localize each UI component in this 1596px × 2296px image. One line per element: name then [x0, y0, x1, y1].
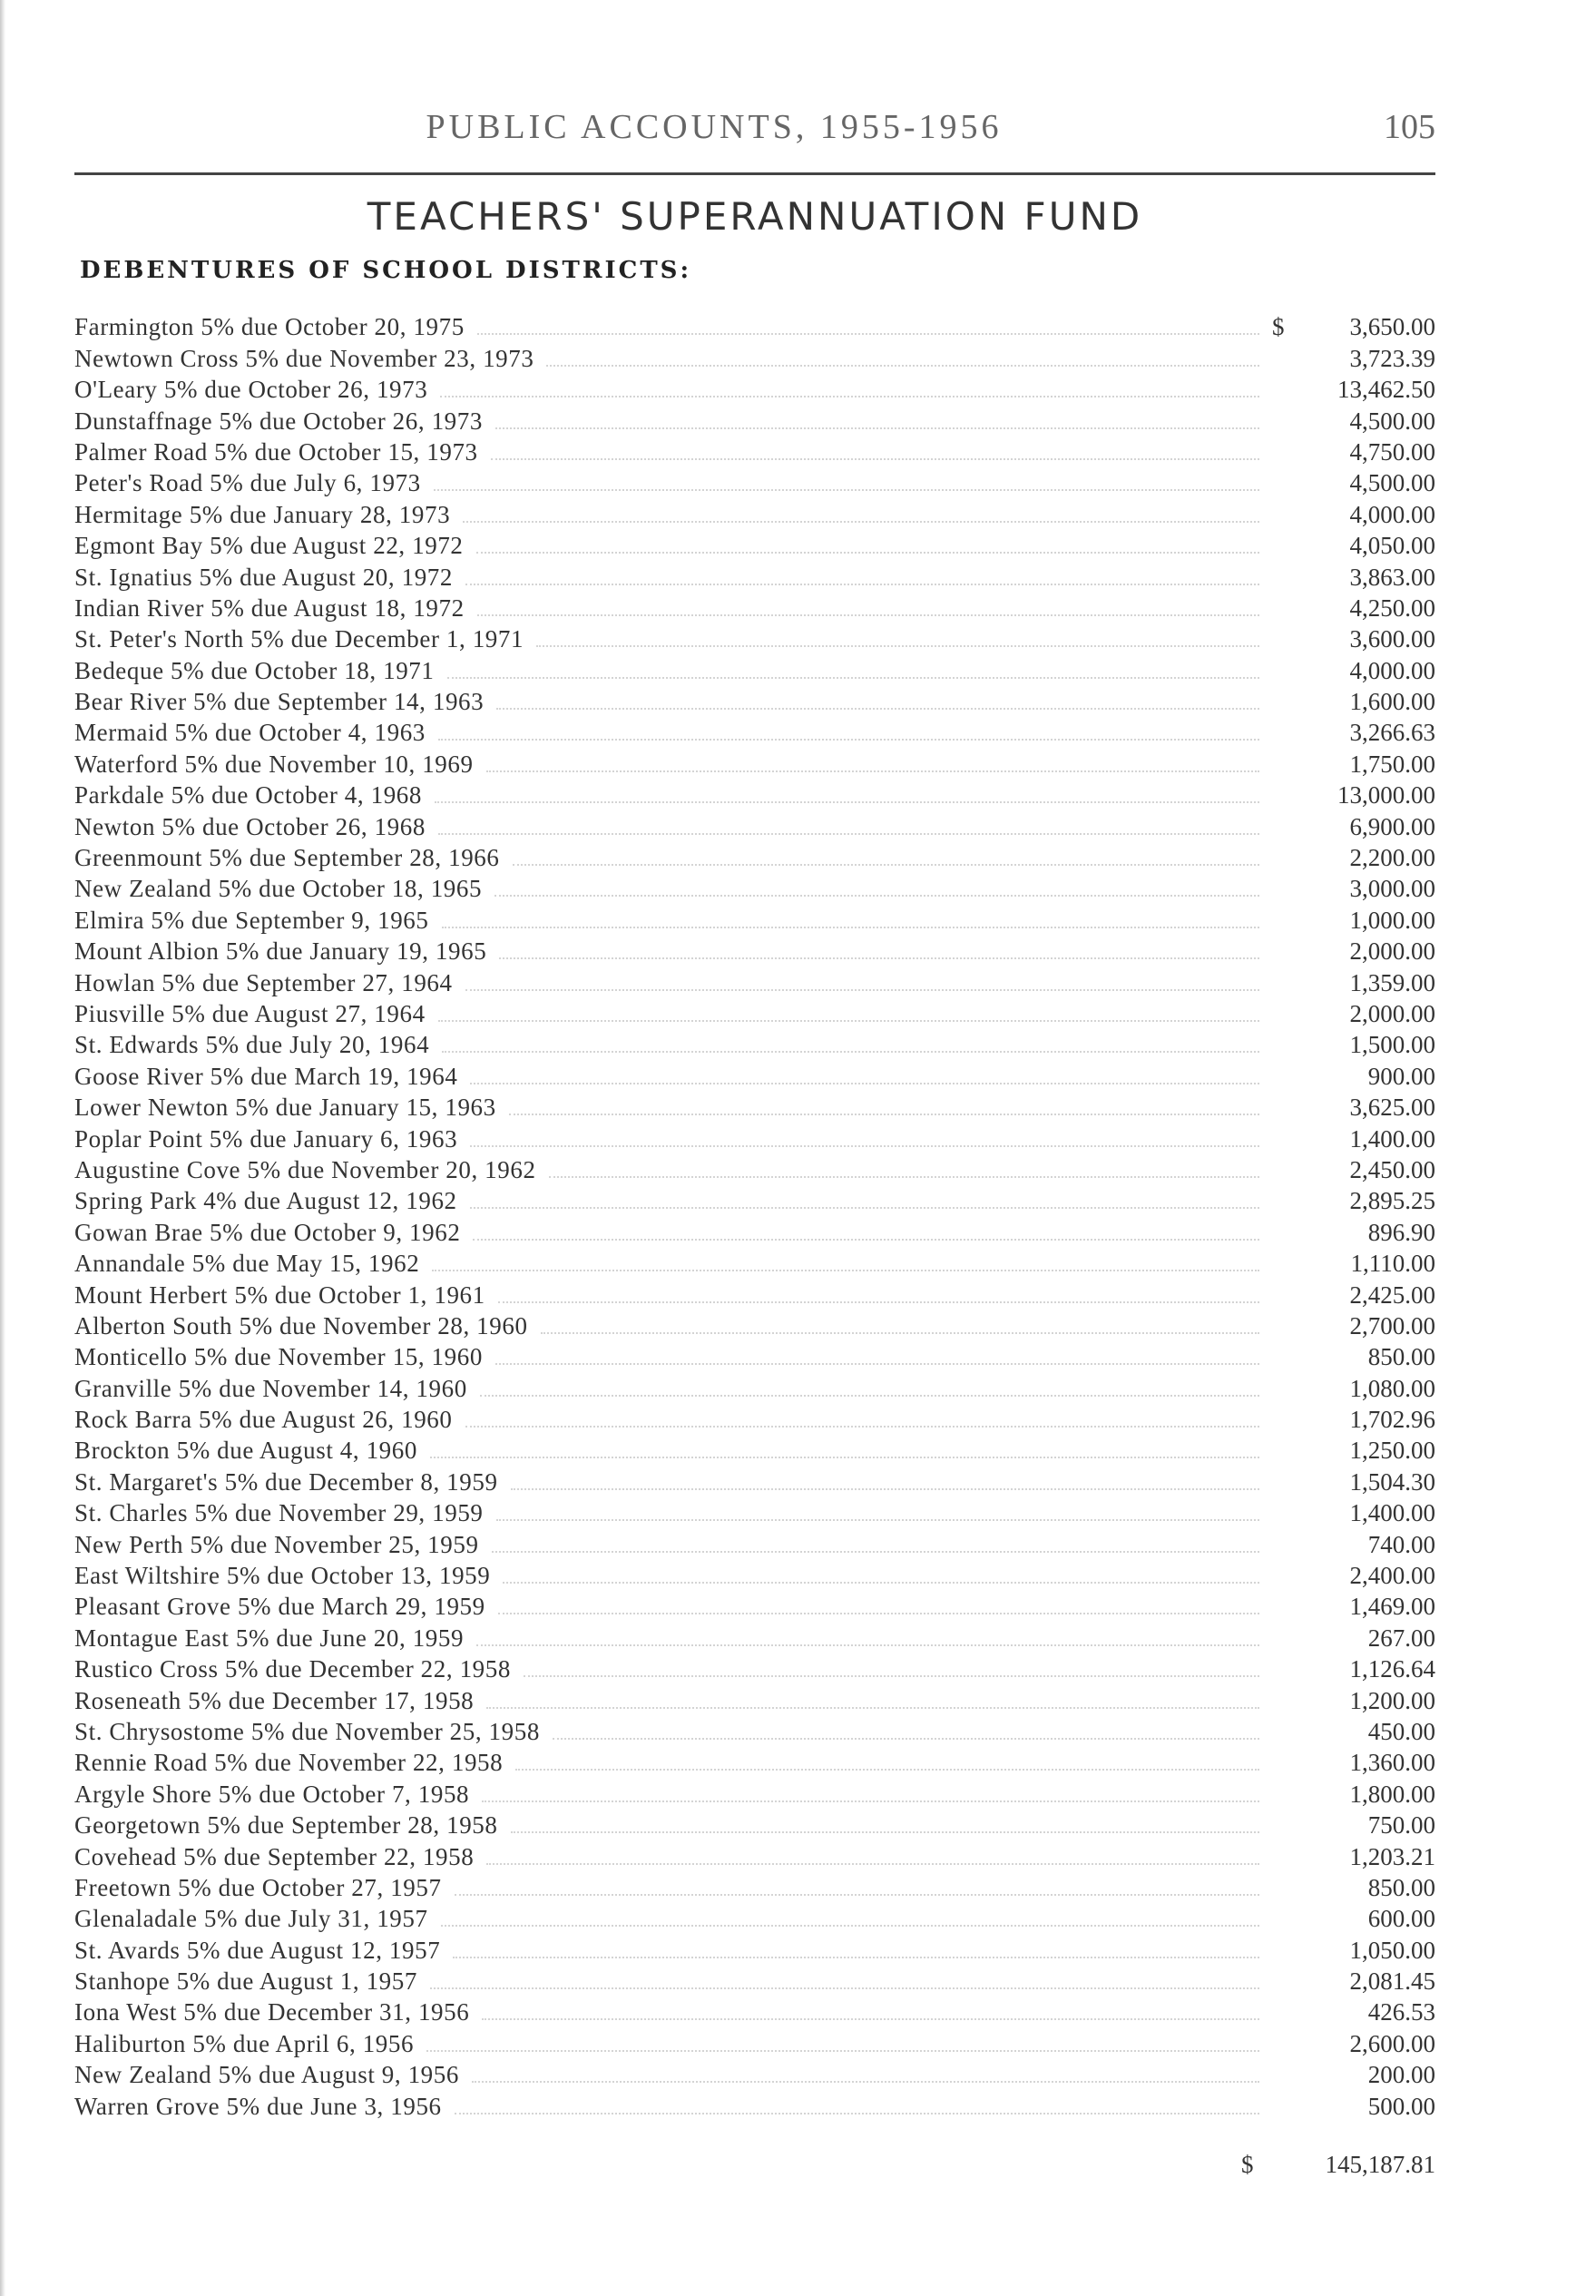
dot-leader: [442, 1050, 1259, 1053]
list-item: [74, 1840, 1435, 1870]
entry-description: Freetown 5% due October 27, 1957: [74, 1873, 442, 1901]
entry-description: Mount Herbert 5% due October 1, 1961: [74, 1280, 485, 1309]
list-item: [74, 747, 1435, 778]
list-item: [74, 653, 1435, 684]
entry-description: Alberton South 5% due November 28, 1960: [74, 1311, 528, 1339]
entry-amount: 4,500.00: [1349, 407, 1435, 435]
list-item: [74, 1091, 1435, 1122]
entry-amount: 2,000.00: [1349, 937, 1435, 966]
entry-amount: 1,800.00: [1349, 1780, 1435, 1808]
list-item: [74, 404, 1435, 435]
list-item: [74, 1621, 1435, 1652]
list-item: [74, 1340, 1435, 1371]
list-item: [74, 1215, 1435, 1246]
list-item: [74, 1809, 1435, 1840]
entry-description: East Wiltshire 5% due October 13, 1959: [74, 1562, 491, 1590]
dot-leader: [455, 1893, 1259, 1896]
entry-description: Stanhope 5% due August 1, 1957: [74, 1967, 417, 1996]
entry-amount: 1,500.00: [1349, 1031, 1435, 1059]
entry-amount: 3,600.00: [1349, 625, 1435, 653]
dot-leader: [491, 457, 1259, 460]
list-item: [74, 341, 1435, 372]
entry-amount: 600.00: [1367, 1905, 1435, 1933]
entry-amount: 267.00: [1367, 1624, 1435, 1652]
list-item: [74, 1153, 1435, 1184]
entry-amount: 4,250.00: [1349, 594, 1435, 622]
list-item: [74, 1683, 1435, 1714]
entry-amount: 3,625.00: [1349, 1094, 1435, 1122]
entry-amount: 2,000.00: [1349, 999, 1435, 1027]
total-currency-symbol: $: [1241, 2151, 1254, 2178]
dot-leader: [486, 1862, 1259, 1865]
entry-amount: 3,000.00: [1349, 875, 1435, 903]
dot-leader: [494, 894, 1259, 897]
dot-leader: [513, 863, 1260, 866]
entry-description: St. Margaret's 5% due December 8, 1959: [74, 1467, 498, 1496]
debenture-list: [74, 310, 1435, 2121]
dot-leader: [430, 1987, 1259, 1989]
list-item: [74, 1527, 1435, 1558]
dot-leader: [509, 1113, 1259, 1115]
list-item: [74, 560, 1435, 591]
entry-description: Granville 5% due November 14, 1960: [74, 1374, 467, 1402]
entry-amount: 1,203.21: [1349, 1842, 1435, 1870]
entry-amount: 1,600.00: [1349, 688, 1435, 716]
dot-leader: [477, 613, 1259, 616]
entry-description: Howlan 5% due September 27, 1964: [74, 968, 453, 996]
list-item: [74, 466, 1435, 497]
list-item: [74, 1965, 1435, 1996]
entry-amount: 3,266.63: [1349, 719, 1435, 747]
list-item: [74, 779, 1435, 809]
entry-amount: 1,080.00: [1349, 1374, 1435, 1402]
list-item: [74, 1403, 1435, 1434]
entry-amount: 3,723.39: [1349, 344, 1435, 372]
list-item: [74, 436, 1435, 466]
dot-leader: [426, 2049, 1259, 2052]
entry-amount: 1,702.96: [1349, 1406, 1435, 1434]
dot-leader: [442, 926, 1259, 928]
entry-amount: 1,400.00: [1349, 1499, 1435, 1527]
dot-leader: [465, 988, 1259, 991]
entry-description: Pleasant Grove 5% due March 29, 1959: [74, 1593, 485, 1621]
dot-leader: [438, 738, 1259, 741]
dot-leader: [438, 832, 1259, 835]
total-amount: 145,187.81: [1325, 2151, 1435, 2178]
dot-leader: [498, 1612, 1259, 1614]
dot-leader: [453, 1956, 1259, 1958]
entry-amount: 1,250.00: [1349, 1437, 1435, 1465]
entry-amount: 1,750.00: [1349, 750, 1435, 778]
dot-leader: [511, 1830, 1259, 1833]
list-item: [74, 1122, 1435, 1153]
list-item: [74, 1028, 1435, 1059]
entry-description: Iona West 5% due December 31, 1956: [74, 1998, 470, 2026]
entry-amount: 4,500.00: [1349, 469, 1435, 497]
entry-amount: 1,504.30: [1349, 1467, 1435, 1496]
list-item: [74, 903, 1435, 934]
dot-leader: [434, 488, 1259, 491]
dot-leader: [470, 1144, 1259, 1147]
entry-amount: 750.00: [1367, 1811, 1435, 1840]
entry-amount: 850.00: [1367, 1873, 1435, 1901]
entry-amount: 4,750.00: [1349, 437, 1435, 466]
grand-total: [1241, 2151, 1435, 2179]
dot-leader: [499, 957, 1259, 959]
list-item: [74, 1653, 1435, 1683]
entry-description: Newton 5% due October 26, 1968: [74, 812, 426, 840]
entry-description: Bear River 5% due September 14, 1963: [74, 688, 485, 716]
list-item: [74, 1996, 1435, 2026]
dot-leader: [553, 1737, 1259, 1740]
entry-description: New Zealand 5% due October 18, 1965: [74, 875, 483, 903]
entry-amount: 500.00: [1367, 2092, 1435, 2120]
dot-leader: [432, 1269, 1259, 1271]
entry-amount: 3,863.00: [1349, 563, 1435, 591]
entry-amount: 2,425.00: [1349, 1280, 1435, 1309]
entry-description: St. Peter's North 5% due December 1, 1971: [74, 625, 524, 653]
dot-leader: [495, 1362, 1259, 1365]
entry-description: Augustine Cove 5% due November 20, 1962: [74, 1155, 536, 1183]
entry-amount: 2,700.00: [1349, 1311, 1435, 1339]
dot-leader: [498, 1300, 1259, 1303]
entry-description: Farmington 5% due October 20, 1975: [74, 313, 465, 341]
entry-amount: 1,050.00: [1349, 1936, 1435, 1964]
entry-description: Poplar Point 5% due January 6, 1963: [74, 1124, 458, 1153]
dot-leader: [486, 770, 1259, 772]
entry-description: Roseneath 5% due December 17, 1958: [74, 1686, 475, 1714]
entry-description: Newtown Cross 5% due November 23, 1973: [74, 344, 534, 372]
entry-description: St. Ignatius 5% due August 20, 1972: [74, 563, 453, 591]
entry-description: Greenmount 5% due September 28, 1966: [74, 844, 500, 872]
entry-description: Hermitage 5% due January 28, 1973: [74, 500, 451, 528]
list-item: [74, 966, 1435, 996]
entry-amount: 2,081.45: [1349, 1967, 1435, 1996]
list-item: [74, 997, 1435, 1028]
entry-amount: 4,000.00: [1349, 656, 1435, 684]
list-item: [74, 623, 1435, 653]
entry-description: Parkdale 5% due October 4, 1968: [74, 781, 422, 809]
entry-description: Montague East 5% due June 20, 1959: [74, 1624, 465, 1652]
entry-description: Rustico Cross 5% due December 22, 1958: [74, 1655, 511, 1683]
entry-description: St. Avards 5% due August 12, 1957: [74, 1936, 441, 1964]
dot-leader: [503, 1581, 1259, 1584]
entry-description: New Perth 5% due November 25, 1959: [74, 1530, 479, 1558]
entry-description: Haliburton 5% due April 6, 1956: [74, 2029, 415, 2057]
list-item: [74, 685, 1435, 716]
entry-description: Covehead 5% due September 22, 1958: [74, 1842, 475, 1870]
list-item: [74, 1184, 1435, 1215]
entry-amount: 1,360.00: [1349, 1749, 1435, 1777]
currency-symbol: $: [1272, 313, 1285, 341]
entry-description: St. Chrysostome 5% due November 25, 1958: [74, 1717, 540, 1745]
entry-description: Elmira 5% due September 9, 1965: [74, 906, 429, 934]
entry-amount: 4,050.00: [1349, 532, 1435, 560]
list-item: [74, 1871, 1435, 1902]
dot-leader: [455, 2112, 1259, 2114]
dot-leader: [476, 1644, 1259, 1646]
entry-description: Egmont Bay 5% due August 22, 1972: [74, 532, 464, 560]
list-item: [74, 935, 1435, 966]
entry-description: Goose River 5% due March 19, 1964: [74, 1062, 458, 1090]
page-title: TEACHERS' SUPERANNUATION FUND: [367, 194, 1143, 239]
dot-leader: [435, 800, 1259, 803]
dot-leader: [465, 583, 1259, 585]
entry-description: Waterford 5% due November 10, 1969: [74, 750, 474, 778]
entry-description: Mount Albion 5% due January 19, 1965: [74, 937, 487, 966]
entry-description: Dunstaffnage 5% due October 26, 1973: [74, 407, 483, 435]
dot-leader: [470, 1206, 1259, 1209]
entry-amount: 3,650.00: [1349, 313, 1435, 341]
dot-leader: [511, 1487, 1259, 1490]
dot-leader: [472, 2080, 1259, 2083]
entry-amount: 13,000.00: [1337, 781, 1435, 809]
entry-amount: 2,400.00: [1349, 1562, 1435, 1590]
list-item: [74, 716, 1435, 747]
entry-amount: 2,895.25: [1349, 1187, 1435, 1215]
list-item: [74, 1496, 1435, 1527]
entry-description: Rock Barra 5% due August 26, 1960: [74, 1406, 453, 1434]
list-item: [74, 2026, 1435, 2057]
dot-leader: [477, 332, 1259, 335]
running-head: PUBLIC ACCOUNTS, 1955-1956: [426, 108, 1003, 146]
dot-leader: [480, 1394, 1259, 1397]
entry-description: Argyle Shore 5% due October 7, 1958: [74, 1780, 470, 1808]
list-item: [74, 1559, 1435, 1590]
list-item: [74, 1310, 1435, 1340]
entry-amount: 740.00: [1367, 1530, 1435, 1558]
entry-amount: 13,462.50: [1337, 376, 1435, 404]
list-item: [74, 1434, 1435, 1465]
list-item: [74, 497, 1435, 528]
dot-leader: [476, 551, 1259, 554]
entry-amount: 1,469.00: [1349, 1593, 1435, 1621]
list-item: [74, 1715, 1435, 1746]
entry-description: Lower Newton 5% due January 15, 1963: [74, 1094, 496, 1122]
list-item: [74, 841, 1435, 872]
dot-leader: [430, 1456, 1259, 1458]
dot-leader: [541, 1331, 1259, 1334]
entry-description: Peter's Road 5% due July 6, 1973: [74, 469, 421, 497]
entry-description: New Zealand 5% due August 9, 1956: [74, 2061, 459, 2089]
entry-description: St. Edwards 5% due July 20, 1964: [74, 1031, 430, 1059]
list-item: [74, 529, 1435, 560]
dot-leader: [536, 644, 1259, 647]
dot-leader: [549, 1175, 1259, 1178]
list-item: [74, 809, 1435, 840]
dot-leader: [482, 1800, 1259, 1802]
entry-description: Bedeque 5% due October 18, 1971: [74, 656, 435, 684]
dot-leader: [524, 1674, 1259, 1677]
entry-description: Brockton 5% due August 4, 1960: [74, 1437, 417, 1465]
entry-description: Monticello 5% due November 15, 1960: [74, 1343, 483, 1371]
list-item: [74, 1371, 1435, 1402]
entry-amount: 4,000.00: [1349, 500, 1435, 528]
entry-amount: 1,126.64: [1349, 1655, 1435, 1683]
dot-leader: [515, 1768, 1259, 1771]
entry-description: Gowan Brae 5% due October 9, 1962: [74, 1218, 461, 1246]
list-item: [74, 1278, 1435, 1309]
entry-description: Rennie Road 5% due November 22, 1958: [74, 1749, 504, 1777]
dot-leader: [438, 1019, 1259, 1022]
entry-amount: 450.00: [1367, 1717, 1435, 1745]
dot-leader: [470, 1082, 1259, 1084]
entry-amount: 200.00: [1367, 2061, 1435, 2089]
list-item: [74, 1247, 1435, 1278]
entry-amount: 2,450.00: [1349, 1155, 1435, 1183]
list-item: [74, 592, 1435, 623]
list-item: [74, 1902, 1435, 1933]
dot-leader: [440, 395, 1259, 397]
entry-description: Glenaladale 5% due July 31, 1957: [74, 1905, 428, 1933]
dot-leader: [441, 1924, 1259, 1927]
list-item: [74, 2058, 1435, 2089]
entry-amount: 850.00: [1367, 1343, 1435, 1371]
entry-amount: 1,000.00: [1349, 906, 1435, 934]
header-rule: [74, 172, 1435, 175]
dot-leader: [473, 1238, 1259, 1241]
entry-description: Spring Park 4% due August 12, 1962: [74, 1187, 457, 1215]
entry-description: St. Charles 5% due November 29, 1959: [74, 1499, 484, 1527]
dot-leader: [496, 707, 1259, 710]
dot-leader: [496, 1518, 1259, 1521]
entry-amount: 1,400.00: [1349, 1124, 1435, 1153]
entry-amount: 2,200.00: [1349, 844, 1435, 872]
entry-amount: 6,900.00: [1349, 812, 1435, 840]
entry-amount: 1,200.00: [1349, 1686, 1435, 1714]
entry-description: Piusville 5% due August 27, 1964: [74, 999, 426, 1027]
list-item: [74, 1059, 1435, 1090]
entry-amount: 2,600.00: [1349, 2029, 1435, 2057]
dot-leader: [486, 1706, 1259, 1709]
entry-description: Palmer Road 5% due October 15, 1973: [74, 437, 478, 466]
entry-description: O'Leary 5% due October 26, 1973: [74, 376, 428, 404]
scan-edge-shadow: [0, 0, 5, 2296]
entry-amount: 900.00: [1367, 1062, 1435, 1090]
entry-amount: 1,359.00: [1349, 968, 1435, 996]
dot-leader: [447, 676, 1260, 679]
entry-description: Annandale 5% due May 15, 1962: [74, 1250, 420, 1278]
list-item: [74, 1933, 1435, 1964]
list-item: [74, 373, 1435, 404]
dot-leader: [482, 2017, 1259, 2020]
list-item: [74, 1746, 1435, 1777]
page-header: [74, 107, 1435, 162]
entry-description: Indian River 5% due August 18, 1972: [74, 594, 465, 622]
entry-amount: 896.90: [1367, 1218, 1435, 1246]
entry-amount: 1,110.00: [1350, 1250, 1435, 1278]
list-item: [74, 2089, 1435, 2120]
list-item: [74, 1465, 1435, 1496]
list-item: [74, 872, 1435, 903]
dot-leader: [495, 427, 1259, 429]
page-number: 105: [1384, 108, 1435, 146]
entry-description: Mermaid 5% due October 4, 1963: [74, 719, 426, 747]
list-item: [74, 310, 1435, 341]
entry-amount: 426.53: [1367, 1998, 1435, 2026]
dot-leader: [465, 1425, 1260, 1428]
section-heading: DEBENTURES OF SCHOOL DISTRICTS:: [80, 257, 692, 284]
dot-leader: [492, 1550, 1259, 1553]
list-item: [74, 1777, 1435, 1808]
dot-leader: [546, 364, 1259, 367]
list-item: [74, 1590, 1435, 1621]
entry-description: Georgetown 5% due September 28, 1958: [74, 1811, 498, 1840]
dot-leader: [463, 520, 1259, 523]
entry-description: Warren Grove 5% due June 3, 1956: [74, 2092, 442, 2120]
